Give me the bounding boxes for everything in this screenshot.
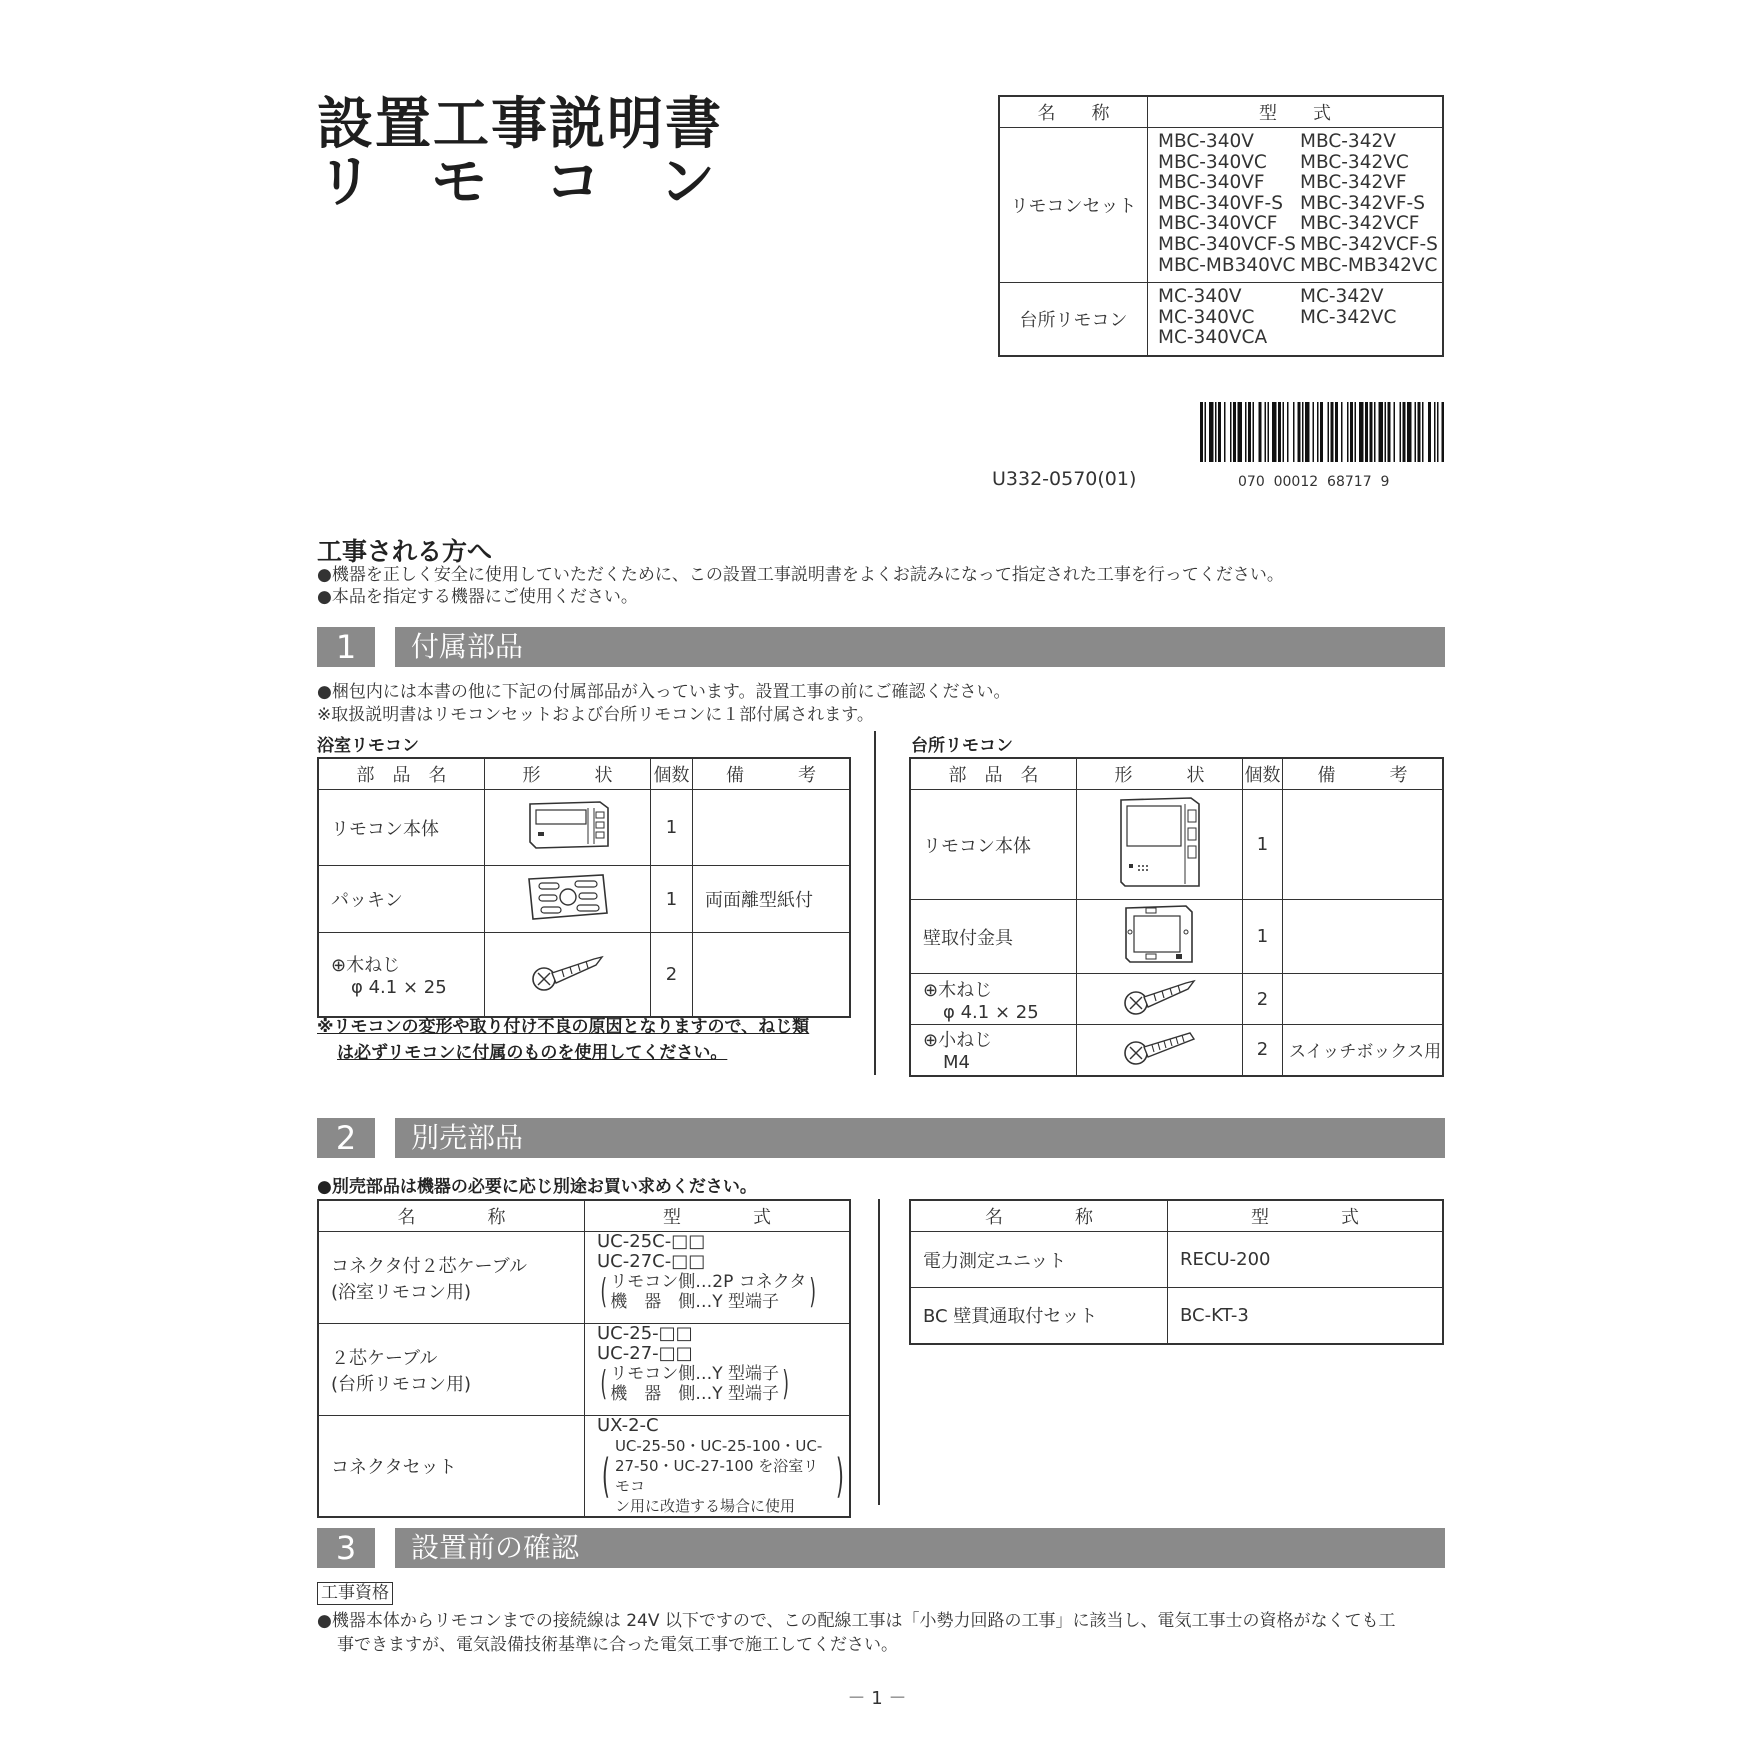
wall-bracket-icon bbox=[1120, 902, 1200, 966]
optional-parts-table-right bbox=[909, 1199, 1444, 1345]
barcode-bar bbox=[1428, 402, 1431, 462]
model-list-right: MBC-342V MBC-342VC MBC-342VF MBC-342VF-S MBC-342VCF MBC-342VCF-S MBC-MB342VC bbox=[1300, 131, 1438, 276]
bath-warning: ※リモコンの変形や取り付け不良の原因となりますので、ねじ類 bbox=[317, 1017, 810, 1037]
barcode-bar bbox=[1215, 402, 1217, 462]
part-name: リモコン本体 bbox=[318, 790, 485, 866]
intro-bullet: ●機器を正しく安全に使用していただくために、この設置工事説明書をよくお読みになって指定された工事を行ってください。 bbox=[317, 565, 1284, 585]
barcode-bar bbox=[1283, 402, 1285, 462]
barcode-bar bbox=[1385, 402, 1387, 462]
option-model bbox=[585, 1324, 851, 1416]
column-header: 形 状 bbox=[485, 758, 651, 790]
page-subtitle: リモコン bbox=[317, 150, 773, 215]
column-header: 形 状 bbox=[1077, 758, 1243, 790]
column-header: 部 品 名 bbox=[910, 758, 1077, 790]
model-list-left: MC-340V MC-340VC MC-340VCA bbox=[1158, 286, 1268, 349]
option-name bbox=[318, 1232, 585, 1324]
option-name: 電力測定ユニット bbox=[910, 1232, 1168, 1288]
option-model: BC-KT-3 bbox=[1168, 1288, 1444, 1344]
part-name-line: ⊕木ねじ bbox=[923, 979, 993, 1001]
option-detail-line: リモコン側…2P コネクタ bbox=[610, 1272, 807, 1292]
part-name: リモコン本体 bbox=[910, 790, 1077, 900]
barcode bbox=[1200, 402, 1444, 464]
part-name: パッキン bbox=[318, 866, 485, 933]
barcode-bar bbox=[1328, 402, 1330, 462]
part-name-line: ⊕木ねじ bbox=[331, 954, 401, 976]
barcode-bar bbox=[1422, 402, 1424, 462]
barcode-bar bbox=[1268, 402, 1270, 462]
table-row bbox=[910, 1288, 1443, 1344]
section-2-note: ●別売部品は機器の必要に応じ別途お買い求めください。 bbox=[317, 1177, 757, 1197]
option-detail-line: 機 器 側…Y 型端子 bbox=[610, 1384, 780, 1404]
option-model-line: UX-2-C bbox=[597, 1415, 659, 1436]
barcode-bar bbox=[1407, 402, 1412, 462]
section-2-bar bbox=[317, 1118, 1445, 1158]
option-model bbox=[585, 1416, 851, 1518]
bath-warning: は必ずリモコンに付属のものを使用してください。 bbox=[337, 1043, 728, 1063]
barcode-bar bbox=[1293, 402, 1295, 462]
part-note: 両面離型紙付 bbox=[693, 866, 851, 933]
barcode-bar bbox=[1272, 402, 1277, 462]
option-model-line: UC-27C-□□ bbox=[597, 1251, 706, 1272]
part-qty: 1 bbox=[1243, 790, 1283, 900]
barcode-bar bbox=[1230, 402, 1232, 462]
barcode-bar bbox=[1355, 402, 1357, 462]
barcode-bar bbox=[1350, 402, 1353, 462]
column-header: 個数 bbox=[1243, 758, 1283, 790]
bath-parts-table bbox=[317, 757, 851, 1018]
table-row bbox=[318, 933, 850, 1017]
model-table bbox=[998, 95, 1444, 357]
intro-heading: 工事される方へ bbox=[317, 537, 493, 566]
barcode-bar bbox=[1359, 402, 1364, 462]
part-qty: 1 bbox=[651, 866, 693, 933]
barcode-bar bbox=[1370, 402, 1373, 462]
part-name bbox=[318, 933, 485, 1017]
table-row bbox=[910, 1025, 1443, 1076]
section-number: 1 bbox=[317, 627, 375, 667]
barcode-bar bbox=[1317, 402, 1319, 462]
table-row bbox=[910, 974, 1443, 1025]
barcode-bar bbox=[1224, 402, 1226, 462]
model-list-right: MC-342V MC-342VC bbox=[1300, 286, 1397, 328]
barcode-bar bbox=[1442, 402, 1445, 462]
wood-screw-image bbox=[485, 933, 651, 1017]
section-3-text: ●機器本体からリモコンまでの接続線は 24V 以下ですので、この配線工事は「小勢力回路の工事」に該当し、電気工事士の資格がなくても工 bbox=[317, 1611, 1396, 1631]
barcode-bar bbox=[1265, 402, 1267, 462]
barcode-bar bbox=[1331, 402, 1334, 462]
section-1-note: ●梱包内には本書の他に下記の付属部品が入っています。設置工事の前にご確認ください。 bbox=[317, 682, 1011, 702]
column-header: 個数 bbox=[651, 758, 693, 790]
gasket-image bbox=[485, 866, 651, 933]
barcode-bar bbox=[1320, 402, 1323, 462]
option-model-line: UC-25C-□□ bbox=[597, 1231, 706, 1252]
barcode-bar bbox=[1233, 402, 1236, 462]
option-name bbox=[318, 1324, 585, 1416]
model-list-left: MBC-340V MBC-340VC MBC-340VF MBC-340VF-S MBC-340VCF MBC-340VCF-S MBC-MB340VC bbox=[1158, 131, 1296, 276]
part-name: 壁取付金具 bbox=[910, 900, 1077, 974]
option-detail: ( UC-25-50・UC-25-100・UC- 27-50・UC-27-100 を浴室リモコ ン用に改造する場合に使用 ) bbox=[601, 1437, 845, 1515]
kitchen-remote-label: 台所リモコン bbox=[911, 736, 1013, 756]
part-note bbox=[1283, 974, 1444, 1025]
part-name bbox=[910, 1025, 1077, 1076]
part-note bbox=[1283, 900, 1444, 974]
column-header: 備 考 bbox=[693, 758, 851, 790]
section-3-text: 事できますが、電気設備技術基準に合った電気工事で施工してください。 bbox=[337, 1635, 898, 1655]
column-header: 型 式 bbox=[1168, 1200, 1444, 1232]
part-name-line: M4 bbox=[943, 1052, 970, 1074]
barcode-bar bbox=[1437, 402, 1439, 462]
barcode-bar bbox=[1374, 402, 1376, 462]
bath-remote-icon bbox=[522, 798, 614, 852]
model-row-models bbox=[1148, 128, 1444, 283]
barcode-bar bbox=[1400, 402, 1402, 462]
barcode-bar bbox=[1278, 402, 1281, 462]
barcode-bar bbox=[1415, 402, 1417, 462]
option-model: RECU-200 bbox=[1168, 1232, 1444, 1288]
table-row bbox=[910, 1232, 1443, 1288]
barcode-bar bbox=[1365, 402, 1368, 462]
column-header: 名 称 bbox=[318, 1200, 585, 1232]
part-qty: 2 bbox=[651, 933, 693, 1017]
page-number: － 1 － bbox=[847, 1688, 907, 1709]
page-title: 設置工事説明書 bbox=[317, 92, 723, 157]
option-detail-line: ン用に改造する場合に使用 bbox=[614, 1497, 795, 1515]
option-model bbox=[585, 1232, 851, 1324]
option-detail-line: UC-25-50・UC-25-100・UC- bbox=[614, 1437, 823, 1455]
barcode-bar bbox=[1434, 402, 1436, 462]
kitchen-remote-image bbox=[1077, 790, 1243, 900]
option-detail-line: 27-50・UC-27-100 を浴室リモコ bbox=[614, 1457, 819, 1495]
barcode-bar bbox=[1209, 402, 1214, 462]
column-divider bbox=[874, 731, 876, 1075]
option-name-line: コネクタ付２芯ケーブル bbox=[331, 1255, 528, 1277]
wall-bracket-image bbox=[1077, 900, 1243, 974]
barcode-bar bbox=[1200, 402, 1203, 462]
part-note bbox=[693, 933, 851, 1017]
model-table-header-name: 名 称 bbox=[999, 96, 1148, 128]
model-table-header-model: 型 式 bbox=[1148, 96, 1444, 128]
gasket-icon bbox=[523, 871, 613, 923]
barcode-bar bbox=[1347, 402, 1349, 462]
barcode-bar bbox=[1253, 402, 1255, 462]
barcode-bar bbox=[1403, 402, 1406, 462]
barcode-bar bbox=[1379, 402, 1384, 462]
table-row bbox=[318, 790, 850, 866]
option-name: BC 壁貫通取付セット bbox=[910, 1288, 1168, 1344]
barcode-bar bbox=[1302, 402, 1304, 462]
part-name-line: φ 4.1 × 25 bbox=[943, 1001, 1039, 1023]
section-title: 付属部品 bbox=[395, 627, 1445, 667]
barcode-bar bbox=[1205, 402, 1207, 462]
part-qty: 1 bbox=[1243, 900, 1283, 974]
doc-code: U332-0570(01) bbox=[992, 468, 1137, 490]
kitchen-remote-icon bbox=[1117, 794, 1203, 890]
bath-remote-label: 浴室リモコン bbox=[317, 736, 419, 756]
barcode-bar bbox=[1388, 402, 1391, 462]
wood-screw-icon bbox=[528, 949, 608, 995]
part-name-line: ⊕小ねじ bbox=[923, 1030, 993, 1052]
section-number: 2 bbox=[317, 1118, 375, 1158]
option-detail-line: 機 器 側…Y 型端子 bbox=[610, 1292, 780, 1312]
column-header: 部 品 名 bbox=[318, 758, 485, 790]
option-name-line: ２芯ケーブル bbox=[331, 1347, 438, 1369]
option-name: コネクタセット bbox=[318, 1416, 585, 1518]
barcode-bar bbox=[1341, 402, 1343, 462]
barcode-number: 070 00012 68717 9 bbox=[1238, 474, 1390, 490]
barcode-bar bbox=[1313, 402, 1315, 462]
barcode-bar bbox=[1238, 402, 1243, 462]
section-title: 設置前の確認 bbox=[395, 1528, 1445, 1568]
option-detail: ( リモコン側…Y 型端子 機 器 側…Y 型端子 ) bbox=[600, 1364, 790, 1404]
barcode-bar bbox=[1287, 402, 1289, 462]
barcode-bar bbox=[1298, 402, 1301, 462]
part-note bbox=[1283, 790, 1444, 900]
optional-parts-table bbox=[317, 1199, 851, 1518]
section-title: 別売部品 bbox=[395, 1118, 1445, 1158]
remote-body-image bbox=[485, 790, 651, 866]
option-name-line: (台所リモコン用) bbox=[331, 1373, 472, 1395]
section-1-note: ※取扱説明書はリモコンセットおよび台所リモコンに１部付属されます。 bbox=[317, 705, 874, 725]
model-row-name: リモコンセット bbox=[999, 128, 1148, 283]
section-number: 3 bbox=[317, 1528, 375, 1568]
column-header: 名 称 bbox=[910, 1200, 1168, 1232]
option-model-line: UC-27-□□ bbox=[597, 1343, 693, 1364]
barcode-bar bbox=[1335, 402, 1338, 462]
table-row bbox=[318, 1324, 850, 1416]
table-row bbox=[910, 790, 1443, 900]
part-qty: 2 bbox=[1243, 1025, 1283, 1076]
wood-screw-image bbox=[1077, 974, 1243, 1025]
barcode-bar bbox=[1418, 402, 1421, 462]
model-row-name: 台所リモコン bbox=[999, 283, 1148, 356]
barcode-bar bbox=[1218, 402, 1221, 462]
model-row-models bbox=[1148, 283, 1444, 356]
barcode-bar bbox=[1259, 402, 1262, 462]
part-name bbox=[910, 974, 1077, 1025]
qualification-tag: 工事資格 bbox=[317, 1582, 393, 1605]
machine-screw-icon bbox=[1120, 1025, 1200, 1069]
part-note bbox=[693, 790, 851, 866]
table-row bbox=[318, 1416, 850, 1518]
table-row bbox=[318, 866, 850, 933]
wood-screw-icon bbox=[1120, 975, 1200, 1019]
column-header: 型 式 bbox=[585, 1200, 851, 1232]
option-name-line: (浴室リモコン用) bbox=[331, 1281, 472, 1303]
machine-screw-image bbox=[1077, 1025, 1243, 1076]
section-3-bar bbox=[317, 1528, 1445, 1568]
kitchen-parts-table bbox=[909, 757, 1444, 1077]
column-header: 備 考 bbox=[1283, 758, 1444, 790]
barcode-bar bbox=[1245, 402, 1247, 462]
part-note: スイッチボックス用 bbox=[1283, 1025, 1444, 1076]
option-detail-line: リモコン側…Y 型端子 bbox=[610, 1364, 780, 1384]
option-model-line: UC-25-□□ bbox=[597, 1323, 693, 1344]
part-name-line: φ 4.1 × 25 bbox=[351, 976, 447, 998]
barcode-bar bbox=[1248, 402, 1251, 462]
part-qty: 2 bbox=[1243, 974, 1283, 1025]
part-qty: 1 bbox=[651, 790, 693, 866]
section-1-bar bbox=[317, 627, 1445, 667]
table-row bbox=[910, 900, 1443, 974]
barcode-bar bbox=[1394, 402, 1396, 462]
column-divider bbox=[878, 1199, 880, 1505]
intro-bullet: ●本品を指定する機器にご使用ください。 bbox=[317, 587, 638, 607]
option-detail: ( リモコン側…2P コネクタ 機 器 側…Y 型端子 ) bbox=[600, 1272, 817, 1312]
table-row bbox=[318, 1232, 850, 1324]
barcode-bar bbox=[1305, 402, 1310, 462]
